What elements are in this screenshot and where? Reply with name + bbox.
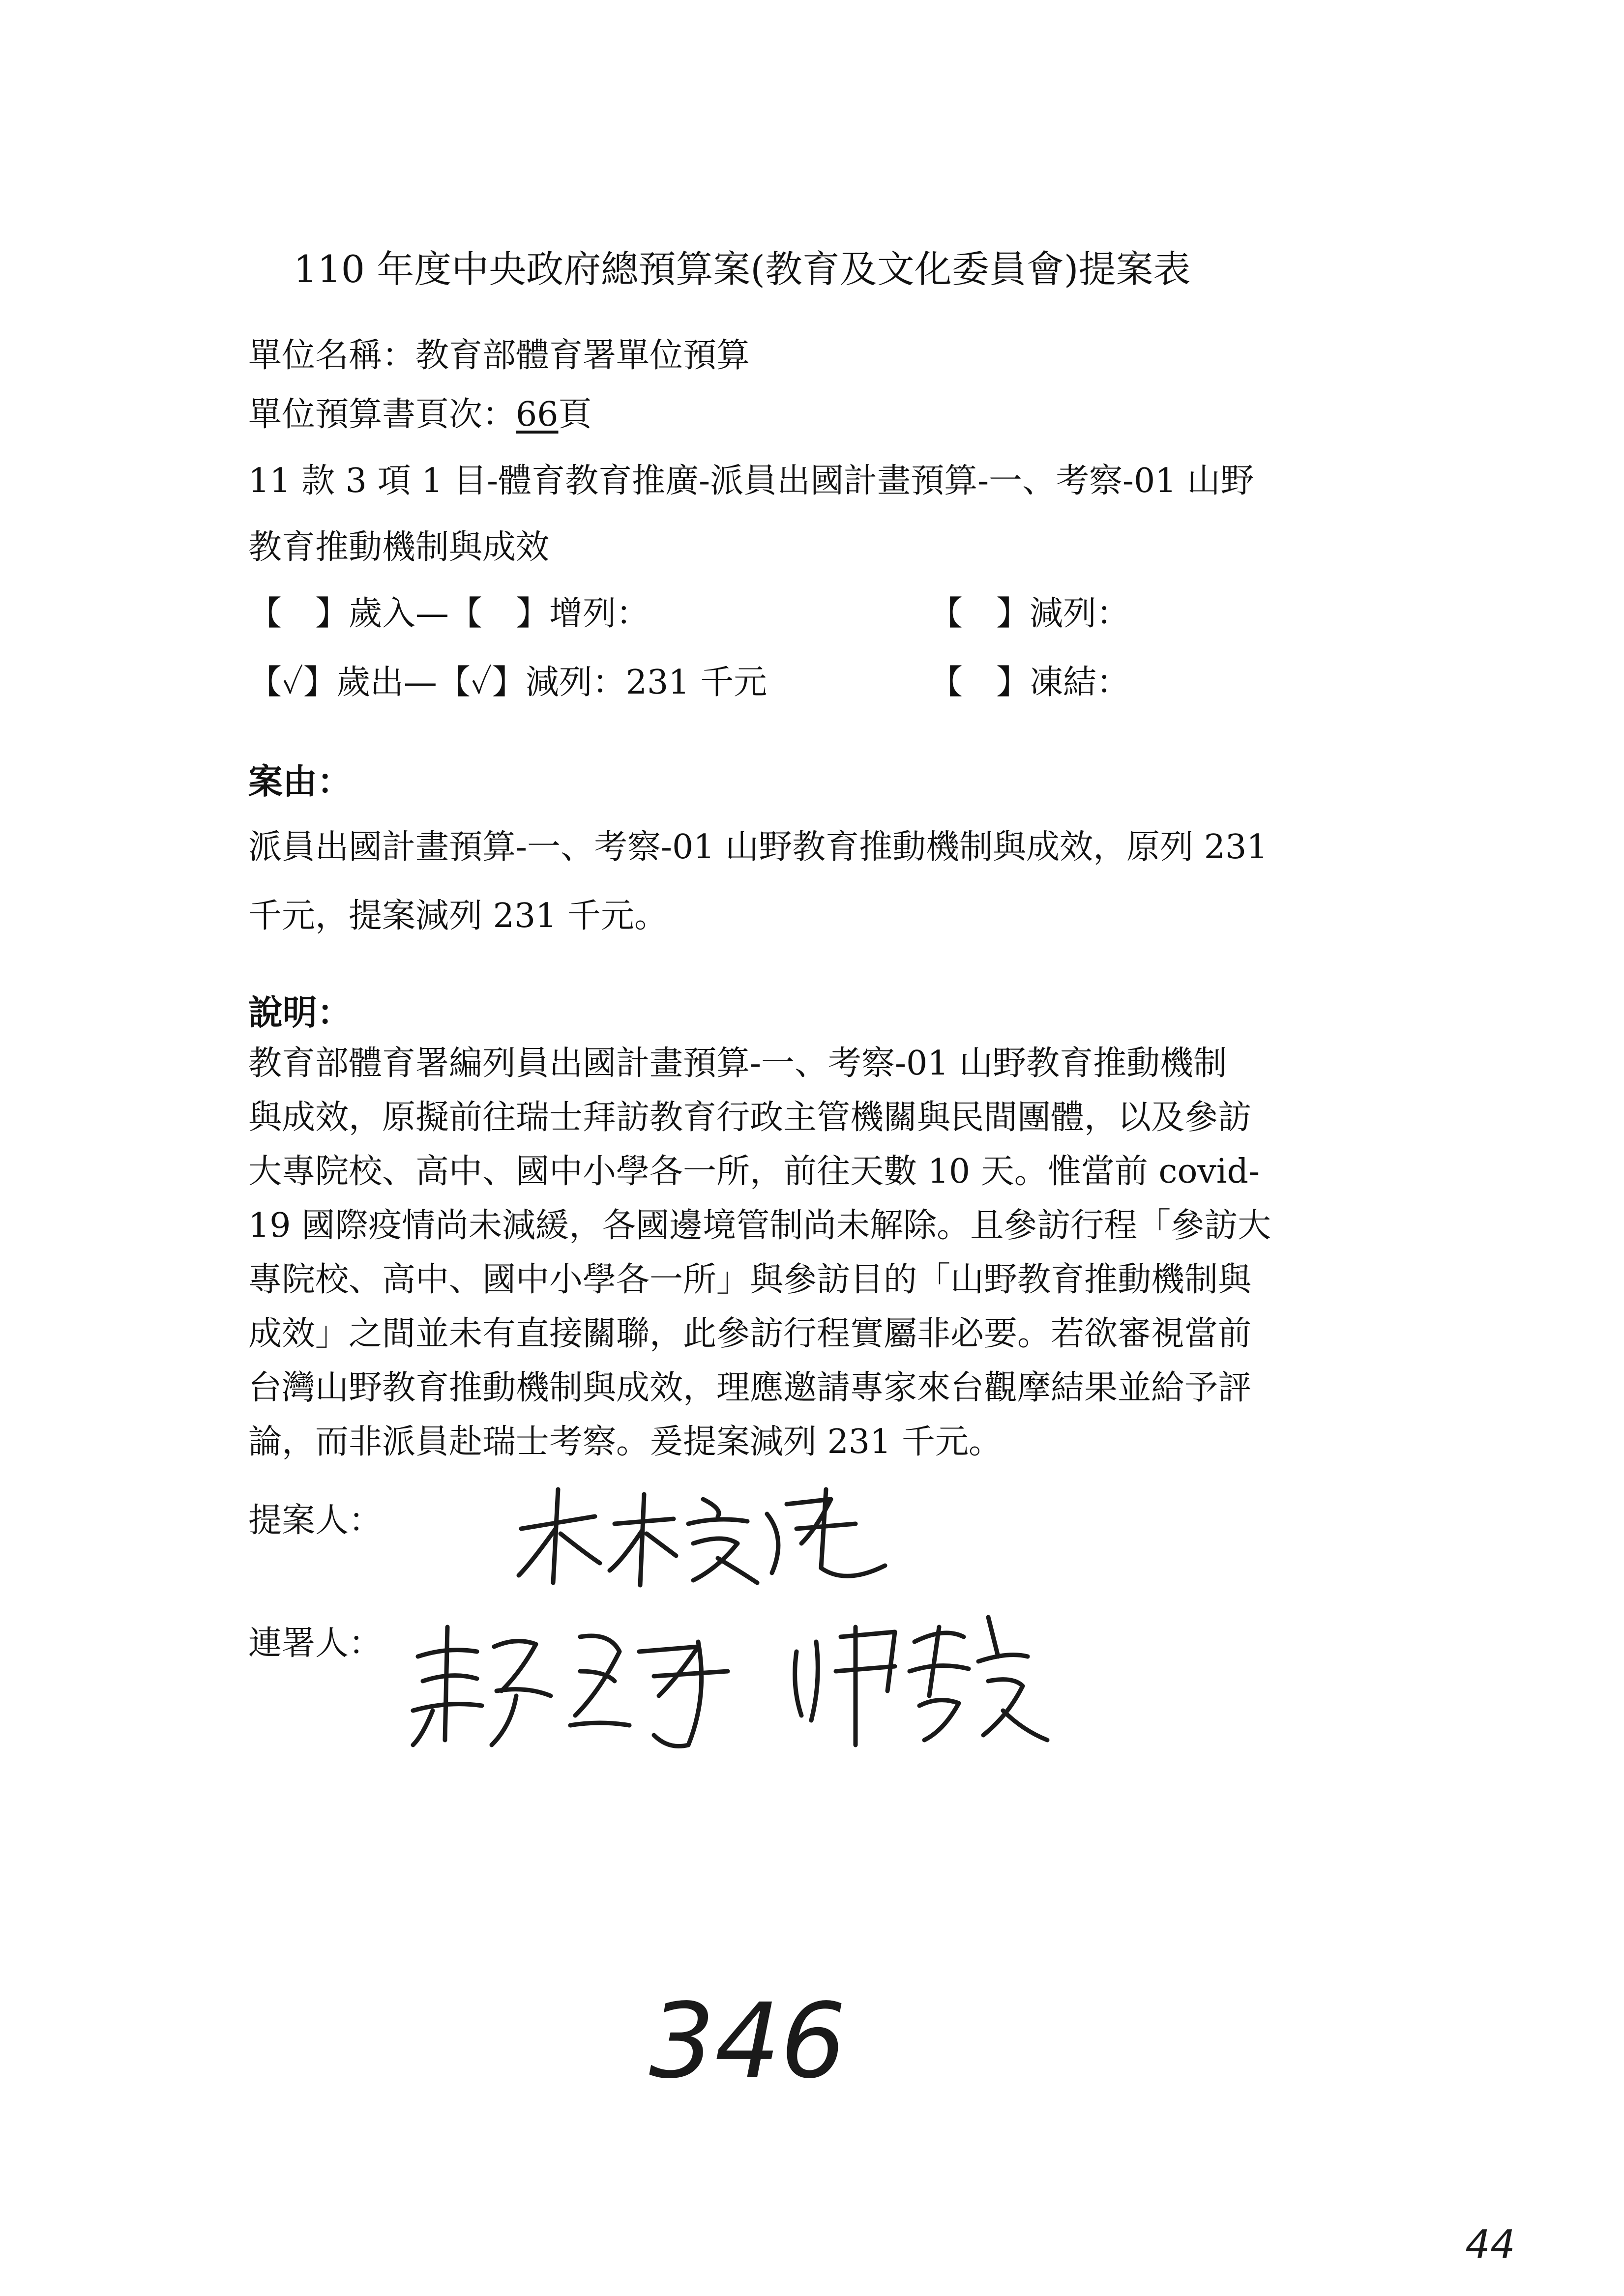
handwritten-page-number: 346 (649, 1981, 846, 2101)
cosigner-label: 連署人： (248, 1624, 383, 1663)
cosigner-signature-1-icon (403, 1598, 757, 1762)
budget-page-line (248, 395, 592, 434)
explanation-line: 論，而非派員赴瑞士考察。爰提案減列 231 千元。 (248, 1423, 1003, 1461)
explanation-line: 台灣山野教育推動機制與成效，理應邀請專家來台觀摩結果並給予評 (248, 1368, 1252, 1407)
explanation-heading: 說明： (248, 992, 352, 1033)
page-title: 110 年度中央政府總預算案(教育及文化委員會)提案表 (294, 247, 1191, 291)
revenue-increase-row: 【 】歲入—【 】增列： (248, 594, 650, 633)
freeze-field: 【 】凍結： (929, 663, 1130, 702)
budget-item-line-2: 教育推動機制與成效 (248, 528, 550, 567)
case-text-line-1: 派員出國計畫預算-一、考察-01 山野教育推動機制與成效，原列 231 (248, 828, 1268, 867)
case-text-line-2: 千元，提案減列 231 千元。 (248, 897, 668, 935)
budget-page-number: 66 (516, 395, 559, 434)
budget-page-prefix: 單位預算書頁次： (248, 395, 516, 434)
expenditure-decrease-row: 【✓】歲出—【✓】減列：231 千元 (248, 663, 768, 702)
case-heading: 案由： (248, 761, 352, 802)
proposer-label: 提案人： (248, 1501, 383, 1540)
explanation-line: 大專院校、高中、國中小學各一所，前往天數 10 天。惟當前 covid- (248, 1152, 1260, 1191)
unit-name: 單位名稱：教育部體育署單位預算 (248, 336, 750, 375)
explanation-line: 專院校、高中、國中小學各一所」與參訪目的「山野教育推動機制與 (248, 1260, 1252, 1299)
explanation-line: 與成效，原擬前往瑞士拜訪教育行政主管機關與民間團體，以及參訪 (248, 1098, 1252, 1137)
proposer-signature-icon (511, 1470, 895, 1599)
revenue-decrease-field: 【 】減列： (929, 594, 1130, 633)
explanation-line: 成效」之間並未有直接關聯，此參訪行程實屬非必要。若欲審視當前 (248, 1314, 1252, 1353)
corner-page-number: 44 (1465, 2222, 1515, 2267)
explanation-line: 19 國際疫情尚未減緩，各國邊境管制尚未解除。且參訪行程「參訪大 (248, 1206, 1271, 1245)
explanation-line: 教育部體育署編列員出國計畫預算-一、考察-01 山野教育推動機制 (248, 1044, 1227, 1083)
budget-page-suffix: 頁 (558, 395, 592, 434)
cosigner-signature-2-icon (782, 1598, 1057, 1762)
budget-item-line-1: 11 款 3 項 1 目-體育教育推廣-派員出國計畫預算-一、考察-01 山野 (248, 462, 1254, 500)
